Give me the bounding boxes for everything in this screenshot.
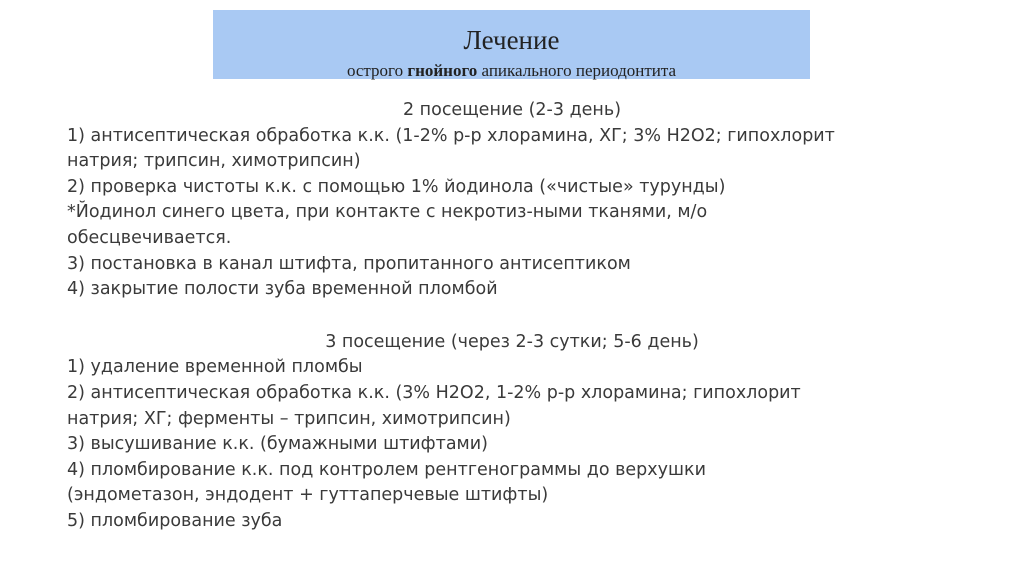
visit3-line: натрия; ХГ; ферменты – трипсин, химотрипсин) [67, 408, 511, 429]
visit2-line: 2) проверка чистоты к.к. с помощью 1% йодинола («чистые» турунды) [67, 176, 726, 197]
visit3-line: 1) удаление временной пломбы [67, 357, 363, 378]
visit2-line: 4) закрытие полости зуба временной пломбой [67, 279, 498, 300]
visit3-line: (эндометазон, эндодент + гуттаперчевые штифты) [67, 485, 549, 506]
subtitle-part-1: острого [346, 61, 408, 80]
visit2-line: 3) постановка в канал штифта, пропитанного антисептиком [67, 253, 631, 274]
visit3-line: 2) антисептическая обработка к.к. (3% Н2О2, 1-2% р-р хлорамина; гипохлорит [67, 382, 801, 403]
slide-body [67, 98, 967, 535]
section-spacer [67, 303, 967, 330]
slide-title: Лечение [463, 25, 560, 55]
subtitle-bold-word: гнойного [407, 61, 478, 80]
visit2-line: *Йодинол синего цвета, при контакте с некротиз-ными тканями, м/о [67, 202, 708, 223]
slide-subtitle [213, 61, 810, 81]
title-banner [213, 10, 810, 79]
visit2-line: натрия; трипсин, химотрипсин) [67, 151, 361, 172]
visit3-heading: 3 посещение (через 2-3 сутки; 5-6 день) [325, 331, 699, 352]
visit3-line: 5) пломбирование зуба [67, 510, 283, 531]
visit2-line: 1) антисептическая обработка к.к. (1-2% р-р хлорамина, ХГ; 3% Н2О2; гипохлорит [67, 125, 835, 146]
visit2-heading: 2 посещение (2-3 день) [402, 100, 622, 120]
subtitle-part-2: апикального периодонтита [477, 61, 677, 80]
visit3-line: 3) высушивание к.к. (бумажными штифтами) [67, 434, 488, 455]
visit3-line: 4) пломбирование к.к. под контролем рентгенограммы до верхушки [67, 459, 706, 480]
visit2-line: обесцвечивается. [67, 227, 232, 248]
